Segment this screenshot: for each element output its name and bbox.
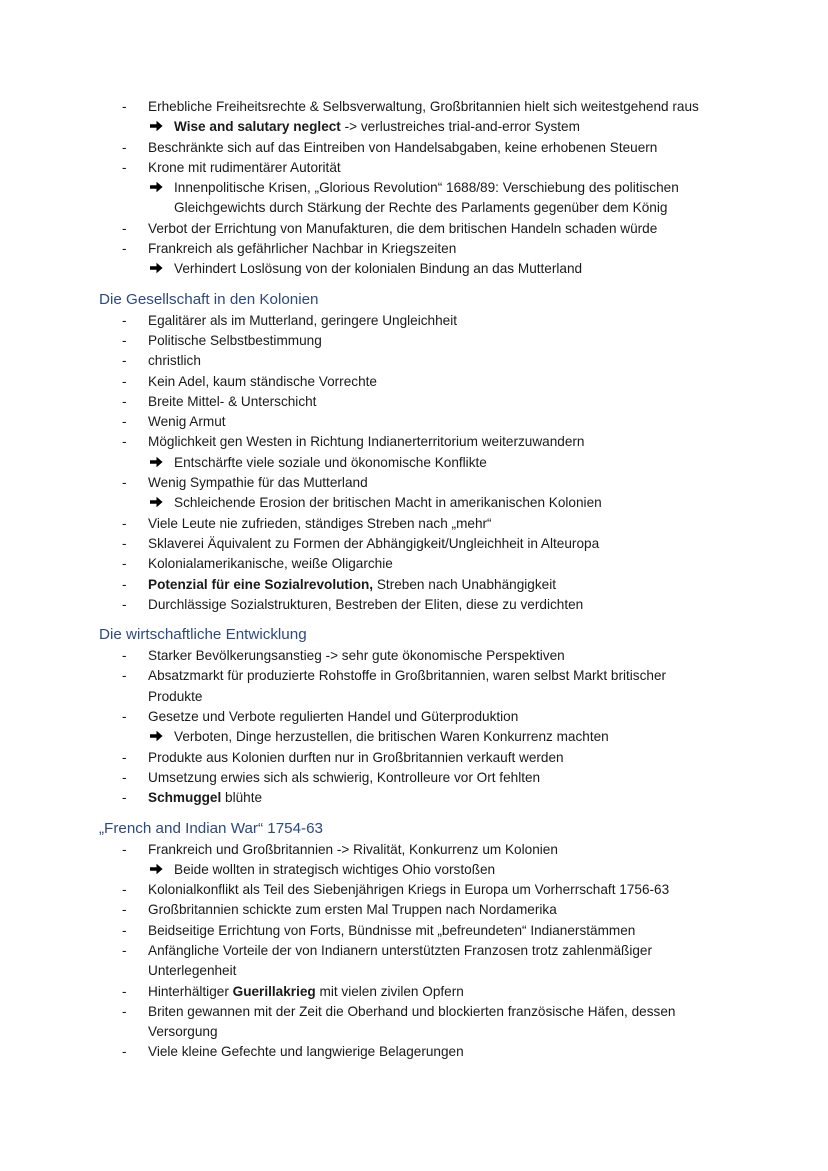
section-0 bbox=[0, 97, 828, 280]
dash-bullet-icon: - bbox=[122, 99, 127, 114]
list-item bbox=[0, 840, 828, 860]
list-item bbox=[0, 331, 828, 351]
item-text-body: Anfängliche Vorteile der von Indianern unterstützten Franzosen trotz zahlenmäßiger bbox=[148, 942, 653, 958]
item-text-body: Gleichgewichts durch Stärkung der Rechte des Parlaments gegenüber dem König bbox=[174, 200, 668, 216]
dash-bullet-icon: - bbox=[122, 393, 127, 409]
item-text-body: Gesetze und Verbote regulierten Handel und Güterproduktion bbox=[148, 709, 519, 725]
sub-point bbox=[0, 493, 828, 513]
item-text-body: Verboten, Dinge herzustellen, die britischen Waren Konkurrenz machten bbox=[174, 729, 609, 745]
item-text bbox=[148, 788, 262, 808]
item-text bbox=[148, 514, 492, 534]
item-text-body: Breite Mittel- & Unterschicht bbox=[148, 393, 317, 409]
list-item bbox=[0, 1042, 828, 1062]
dash-bullet-icon: - bbox=[122, 709, 127, 725]
arrow-right-icon bbox=[150, 178, 163, 198]
item-text-body: Entschärfte viele soziale und ökonomische Konflikte bbox=[174, 454, 487, 470]
list-item bbox=[0, 219, 828, 239]
dash-bullet-icon: - bbox=[122, 332, 127, 348]
item-text-body: Produkte aus Kolonien durften nur in Großbritannien verkauft werden bbox=[148, 749, 564, 765]
dash-bullet-icon: - bbox=[122, 790, 127, 806]
item-text-body: Erhebliche Freiheitsrechte & Selbsverwaltung, Großbritannien hielt sich weitestgehend raus bbox=[148, 99, 699, 114]
list-item bbox=[0, 554, 828, 574]
item-text-body: Schleichende Erosion der britischen Macht in amerikanischen Kolonien bbox=[174, 495, 602, 511]
dash-bullet-icon: - bbox=[122, 841, 127, 857]
dash-bullet-icon: - bbox=[122, 1044, 127, 1060]
list-item bbox=[0, 941, 828, 961]
dash-bullet-icon: - bbox=[122, 942, 127, 958]
list-item bbox=[0, 432, 828, 452]
section-heading: Die wirtschaftliche Entwicklung bbox=[99, 626, 307, 644]
list-item bbox=[0, 97, 828, 117]
section-heading: Die Gesellschaft in den Kolonien bbox=[99, 290, 319, 308]
continuation-line bbox=[0, 687, 828, 707]
list-item bbox=[0, 768, 828, 788]
item-text bbox=[148, 707, 518, 727]
item-text bbox=[148, 768, 540, 788]
item-text bbox=[148, 748, 564, 768]
item-text bbox=[174, 860, 495, 880]
arrow-right-icon bbox=[150, 493, 163, 513]
item-text bbox=[148, 1042, 464, 1062]
sub-point bbox=[0, 117, 828, 137]
section-1 bbox=[0, 280, 828, 615]
list-item bbox=[0, 239, 828, 259]
item-text bbox=[148, 595, 583, 615]
item-text-body: Innenpolitische Krisen, „Glorious Revolution“ 1688/89: Verschiebung des politischen bbox=[174, 180, 679, 196]
item-text-body: Sklaverei Äquivalent zu Formen der Abhängigkeit/Ungleichheit in Alteuropa bbox=[148, 535, 600, 551]
item-text bbox=[148, 473, 368, 493]
sub-point bbox=[0, 178, 828, 198]
dash-bullet-icon: - bbox=[122, 220, 127, 236]
item-text-bold: Wise and salutary neglect bbox=[174, 119, 341, 135]
item-text bbox=[148, 1022, 218, 1042]
item-text-body: Kein Adel, kaum ständische Vorrechte bbox=[148, 373, 377, 389]
item-text-bold: Potenzial für eine Sozialrevolution, bbox=[148, 576, 374, 592]
list-item bbox=[0, 707, 828, 727]
item-text-body: Wenig Sympathie für das Mutterland bbox=[148, 475, 368, 491]
dash-bullet-icon: - bbox=[122, 475, 127, 491]
item-text-body: Frankreich und Großbritannien -> Rivalität, Konkurrenz um Kolonien bbox=[148, 841, 558, 857]
item-text bbox=[148, 1002, 675, 1022]
item-text bbox=[174, 493, 602, 513]
dash-bullet-icon: - bbox=[122, 373, 127, 389]
item-text-body: Verbot der Errichtung von Manufakturen, die dem britischen Handeln schaden würde bbox=[148, 220, 658, 236]
arrow-right-icon bbox=[150, 259, 163, 279]
list-item bbox=[0, 1002, 828, 1022]
item-text-body: Kolonialkonflikt als Teil des Siebenjährigen Kriegs in Europa um Vorherrschaft 1756-63 bbox=[148, 882, 670, 898]
list-item bbox=[0, 900, 828, 920]
item-text bbox=[148, 158, 341, 178]
item-text bbox=[148, 351, 201, 371]
item-text-body: Wenig Armut bbox=[148, 414, 226, 430]
dash-bullet-icon: - bbox=[122, 535, 127, 551]
list-item bbox=[0, 372, 828, 392]
item-text-body: Viele Leute nie zufrieden, ständiges Streben nach „mehr“ bbox=[148, 515, 492, 531]
item-text-body: Möglichkeit gen Westen in Richtung Indianerterritorium weiterzuwandern bbox=[148, 434, 585, 450]
dash-bullet-icon: - bbox=[122, 353, 127, 369]
dash-bullet-icon: - bbox=[122, 1003, 127, 1019]
list-item bbox=[0, 311, 828, 331]
section-3 bbox=[0, 809, 828, 1063]
item-text-body: christlich bbox=[148, 353, 201, 369]
item-text bbox=[174, 198, 667, 218]
item-text bbox=[148, 239, 456, 259]
item-text-body: Frankreich als gefährlicher Nachbar in Kriegszeiten bbox=[148, 241, 457, 257]
section-heading: „French and Indian War“ 1754-63 bbox=[99, 819, 323, 837]
continuation-line bbox=[0, 198, 828, 218]
item-text-body: Durchlässige Sozialstrukturen, Bestreben der Eliten, diese zu verdichten bbox=[148, 596, 584, 612]
dash-bullet-icon: - bbox=[122, 596, 127, 612]
item-text bbox=[148, 392, 316, 412]
item-text bbox=[148, 921, 635, 941]
list-item bbox=[0, 666, 828, 686]
list-item bbox=[0, 575, 828, 595]
item-text bbox=[148, 554, 393, 574]
item-text bbox=[148, 941, 652, 961]
dash-bullet-icon: - bbox=[122, 668, 127, 684]
item-text-body: Absatzmarkt für produzierte Rohstoffe in Großbritannien, waren selbst Markt britischer bbox=[148, 668, 667, 684]
item-text bbox=[148, 372, 377, 392]
list-item bbox=[0, 880, 828, 900]
item-text bbox=[148, 534, 599, 554]
item-text-bold: Schmuggel bbox=[148, 790, 222, 806]
item-text-body: blühte bbox=[221, 790, 263, 806]
item-text-body: Produkte bbox=[148, 688, 203, 704]
item-text bbox=[174, 178, 679, 198]
dash-bullet-icon: - bbox=[122, 414, 127, 430]
section-2 bbox=[0, 615, 828, 808]
dash-bullet-icon: - bbox=[122, 902, 127, 918]
sub-point bbox=[0, 860, 828, 880]
list-item bbox=[0, 473, 828, 493]
dash-bullet-icon: - bbox=[122, 312, 127, 328]
list-item bbox=[0, 646, 828, 666]
item-text bbox=[148, 219, 657, 239]
item-text-body: Politische Selbstbestimmung bbox=[148, 332, 322, 348]
dash-bullet-icon: - bbox=[122, 648, 127, 664]
item-text-body: mit vielen zivilen Opfern bbox=[315, 983, 464, 999]
item-text-body: Starker Bevölkerungsanstieg -> sehr gute ökonomische Perspektiven bbox=[148, 648, 565, 664]
sub-point bbox=[0, 453, 828, 473]
list-item bbox=[0, 138, 828, 158]
list-item bbox=[0, 514, 828, 534]
item-text-body: Egalitärer als im Mutterland, geringere Ungleichheit bbox=[148, 312, 458, 328]
item-text-body: Streben nach Unabhängigkeit bbox=[373, 576, 556, 592]
item-text-body: Viele kleine Gefechte und langwierige Belagerungen bbox=[148, 1044, 464, 1060]
dash-bullet-icon: - bbox=[122, 922, 127, 938]
item-text-bold: Guerillakrieg bbox=[232, 983, 316, 999]
list-item bbox=[0, 534, 828, 554]
item-text bbox=[148, 331, 322, 351]
sub-point bbox=[0, 259, 828, 279]
item-text-body: Großbritannien schickte zum ersten Mal Truppen nach Nordamerika bbox=[148, 902, 557, 918]
item-text bbox=[174, 259, 582, 279]
dash-bullet-icon: - bbox=[122, 556, 127, 572]
item-text bbox=[148, 961, 236, 981]
continuation-line bbox=[0, 1022, 828, 1042]
item-text-body: Beschränkte sich auf das Eintreiben von Handelsabgaben, keine erhobenen Steuern bbox=[148, 139, 658, 155]
document-content bbox=[0, 97, 828, 1063]
arrow-right-icon bbox=[150, 860, 163, 880]
item-text-body: Versorgung bbox=[148, 1024, 218, 1040]
dash-bullet-icon: - bbox=[122, 576, 127, 592]
sub-point bbox=[0, 727, 828, 747]
item-text-body: -> verlustreiches trial-and-error System bbox=[340, 119, 580, 135]
list-item bbox=[0, 921, 828, 941]
item-text-body: Krone mit rudimentärer Autorität bbox=[148, 159, 341, 175]
item-text bbox=[148, 900, 557, 920]
item-text bbox=[148, 666, 666, 686]
item-text-body: Beide wollten in strategisch wichtiges Ohio vorstoßen bbox=[174, 861, 496, 877]
dash-bullet-icon: - bbox=[122, 882, 127, 898]
dash-bullet-icon: - bbox=[122, 241, 127, 257]
item-text bbox=[148, 432, 584, 452]
dash-bullet-icon: - bbox=[122, 749, 127, 765]
item-text bbox=[148, 982, 464, 1002]
dash-bullet-icon: - bbox=[122, 515, 127, 531]
item-text bbox=[174, 453, 487, 473]
list-item bbox=[0, 788, 828, 808]
list-item bbox=[0, 158, 828, 178]
list-item bbox=[0, 982, 828, 1002]
item-text bbox=[148, 880, 669, 900]
dash-bullet-icon: - bbox=[122, 769, 127, 785]
item-text-prefix: Hinterhältiger bbox=[148, 983, 233, 999]
dash-bullet-icon: - bbox=[122, 139, 127, 155]
list-item bbox=[0, 351, 828, 371]
item-text-body: Umsetzung erwies sich als schwierig, Kontrolleure vor Ort fehlten bbox=[148, 769, 541, 785]
item-text-body: Briten gewannen mit der Zeit die Oberhand und blockierten französische Häfen, dessen bbox=[148, 1003, 676, 1019]
item-text bbox=[148, 138, 657, 158]
item-text-body: Kolonialamerikanische, weiße Oligarchie bbox=[148, 556, 393, 572]
item-text bbox=[174, 117, 580, 137]
list-item bbox=[0, 392, 828, 412]
item-text bbox=[148, 687, 202, 707]
item-text bbox=[148, 646, 565, 666]
item-text bbox=[148, 575, 556, 595]
arrow-right-icon bbox=[150, 117, 163, 137]
item-text bbox=[148, 840, 558, 860]
arrow-right-icon bbox=[150, 453, 163, 473]
item-text bbox=[148, 311, 457, 331]
list-item bbox=[0, 412, 828, 432]
dash-bullet-icon: - bbox=[122, 434, 127, 450]
item-text-body: Unterlegenheit bbox=[148, 963, 237, 979]
arrow-right-icon bbox=[150, 727, 163, 747]
item-text-body: Verhindert Loslösung von der kolonialen Bindung an das Mutterland bbox=[174, 261, 583, 277]
item-text bbox=[174, 727, 609, 747]
item-text bbox=[148, 412, 226, 432]
dash-bullet-icon: - bbox=[122, 159, 127, 175]
list-item bbox=[0, 748, 828, 768]
item-text-body: Beidseitige Errichtung von Forts, Bündnisse mit „befreundeten“ Indianerstämmen bbox=[148, 922, 636, 938]
item-text bbox=[148, 97, 699, 117]
dash-bullet-icon: - bbox=[122, 983, 127, 999]
list-item bbox=[0, 595, 828, 615]
continuation-line bbox=[0, 961, 828, 981]
